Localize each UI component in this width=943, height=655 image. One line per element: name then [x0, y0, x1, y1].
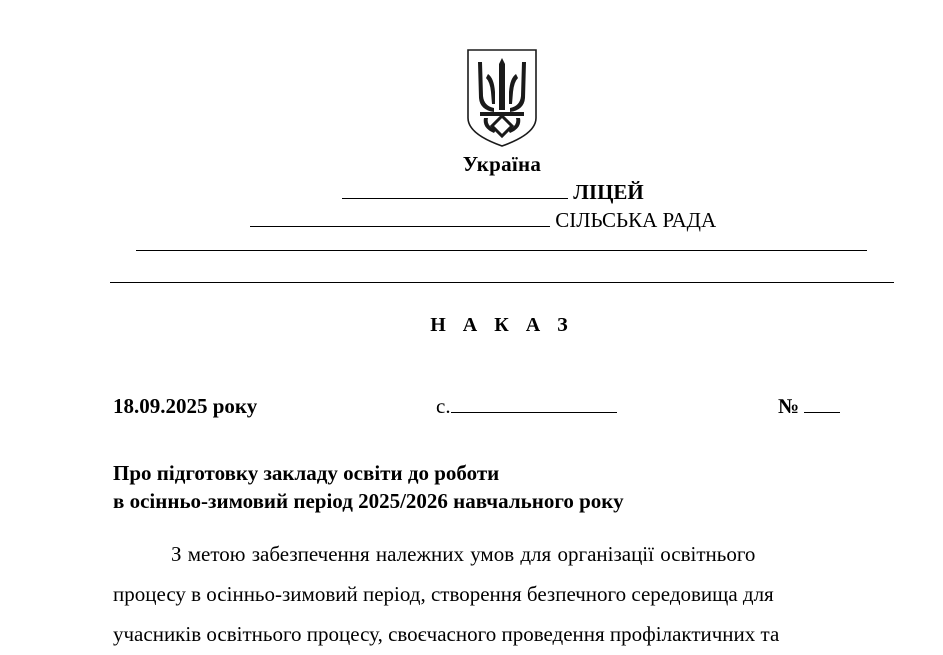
place-prefix: с. — [436, 394, 451, 418]
place-blank — [451, 395, 617, 413]
trident-emblem-icon — [466, 48, 538, 148]
subject-line-1: Про підготовку закладу освіти до роботи — [113, 461, 500, 485]
institution-blank — [342, 181, 568, 199]
subject-line-2: в осінньо-зимовий період 2025/2026 навчального року — [113, 489, 624, 513]
body-line-1: З метою забезпечення належних умов для організації освітнього — [171, 542, 756, 566]
header-rule-2 — [110, 282, 894, 283]
order-date: 18.09.2025 року — [113, 394, 258, 418]
header-rule-1 — [136, 250, 867, 251]
council-blank — [250, 209, 550, 227]
body-line-3: учасників освітнього процесу, своєчасного проведення профілактичних та — [113, 622, 780, 646]
council-line — [250, 208, 716, 233]
number-blank — [804, 395, 840, 413]
institution-line — [342, 180, 644, 205]
council-label: СІЛЬСЬКА РАДА — [555, 208, 717, 232]
order-title: Н А К А З — [430, 314, 574, 336]
country-name: Україна — [462, 152, 542, 176]
order-place — [436, 394, 617, 419]
number-prefix: № — [778, 394, 800, 418]
body-line-2: процесу в осінньо-зимовий період, створення безпечного середовища для — [113, 582, 774, 606]
order-subject — [113, 459, 624, 515]
institution-label: ЛІЦЕЙ — [573, 180, 644, 204]
order-number — [778, 394, 840, 419]
